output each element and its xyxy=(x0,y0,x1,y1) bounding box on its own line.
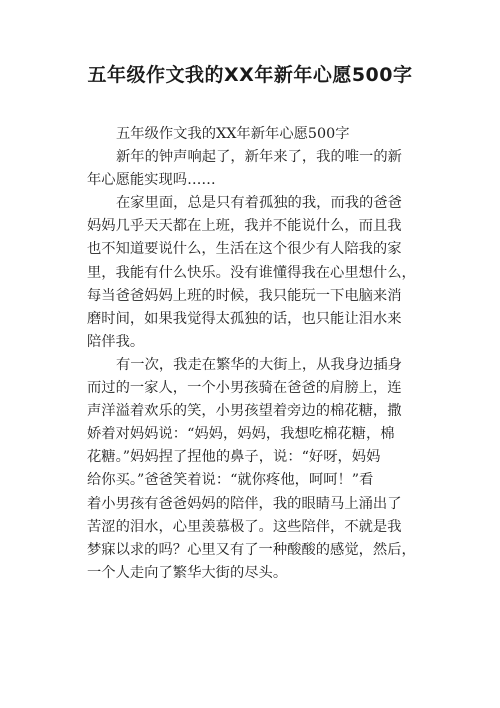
body-line: 声洋溢着欢乐的笑，小男孩望着旁边的棉花糖，撒 xyxy=(87,403,402,420)
body-line: 而过的一家人，一个小男孩骑在爸爸的肩膀上，连 xyxy=(87,380,402,397)
body-line: 五年级作文我的XX年新年心愿500字 xyxy=(116,126,350,142)
body-line: 娇着对妈妈说：“妈妈，妈妈，我想吃棉花糖，棉 xyxy=(87,426,395,443)
body-line: 里，我能有什么快乐。没有谁懂得我在心里想什么， xyxy=(87,264,416,281)
document-body xyxy=(87,123,442,585)
body-line: 着小男孩有爸爸妈妈的陪伴，我的眼睛马上涌出了 xyxy=(87,495,402,512)
body-line: 有一次，我走在繁华的大街上，从我身边插身 xyxy=(116,356,402,373)
body-line: 妈妈几乎天天都在上班，我并不能说什么，而且我 xyxy=(87,218,402,235)
body-line: 陪伴我。 xyxy=(87,333,145,350)
body-line: 每当爸爸妈妈上班的时候，我只能玩一下电脑来消 xyxy=(87,287,402,304)
body-line: 新年的钟声响起了，新年来了，我的唯一的新 xyxy=(116,149,402,166)
body-line: 在家里面，总是只有着孤独的我，而我的爸爸 xyxy=(116,195,402,212)
body-line: 梦寐以求的吗？心里又有了一种酸酸的感觉，然后， xyxy=(87,541,416,558)
body-line: 年心愿能实现吗…… xyxy=(87,172,216,189)
document-title: 五年级作文我的XX年新年心愿500字 xyxy=(87,64,413,86)
body-line: 花糖。”妈妈捏了捏他的鼻子，说：“好呀，妈妈 xyxy=(87,449,381,466)
body-line: 一个人走向了繁华大街的尽头。 xyxy=(87,564,288,581)
body-line: 磨时间，如果我觉得太孤独的话，也只能让泪水来 xyxy=(87,310,402,327)
body-line: 苦涩的泪水，心里羡慕极了。这些陪伴，不就是我 xyxy=(87,518,402,535)
body-line: 也不知道要说什么，生活在这个很少有人陪我的家 xyxy=(87,241,402,258)
body-line: 给你买。”爸爸笑着说：“就你疼他，呵呵！”看 xyxy=(87,472,374,489)
